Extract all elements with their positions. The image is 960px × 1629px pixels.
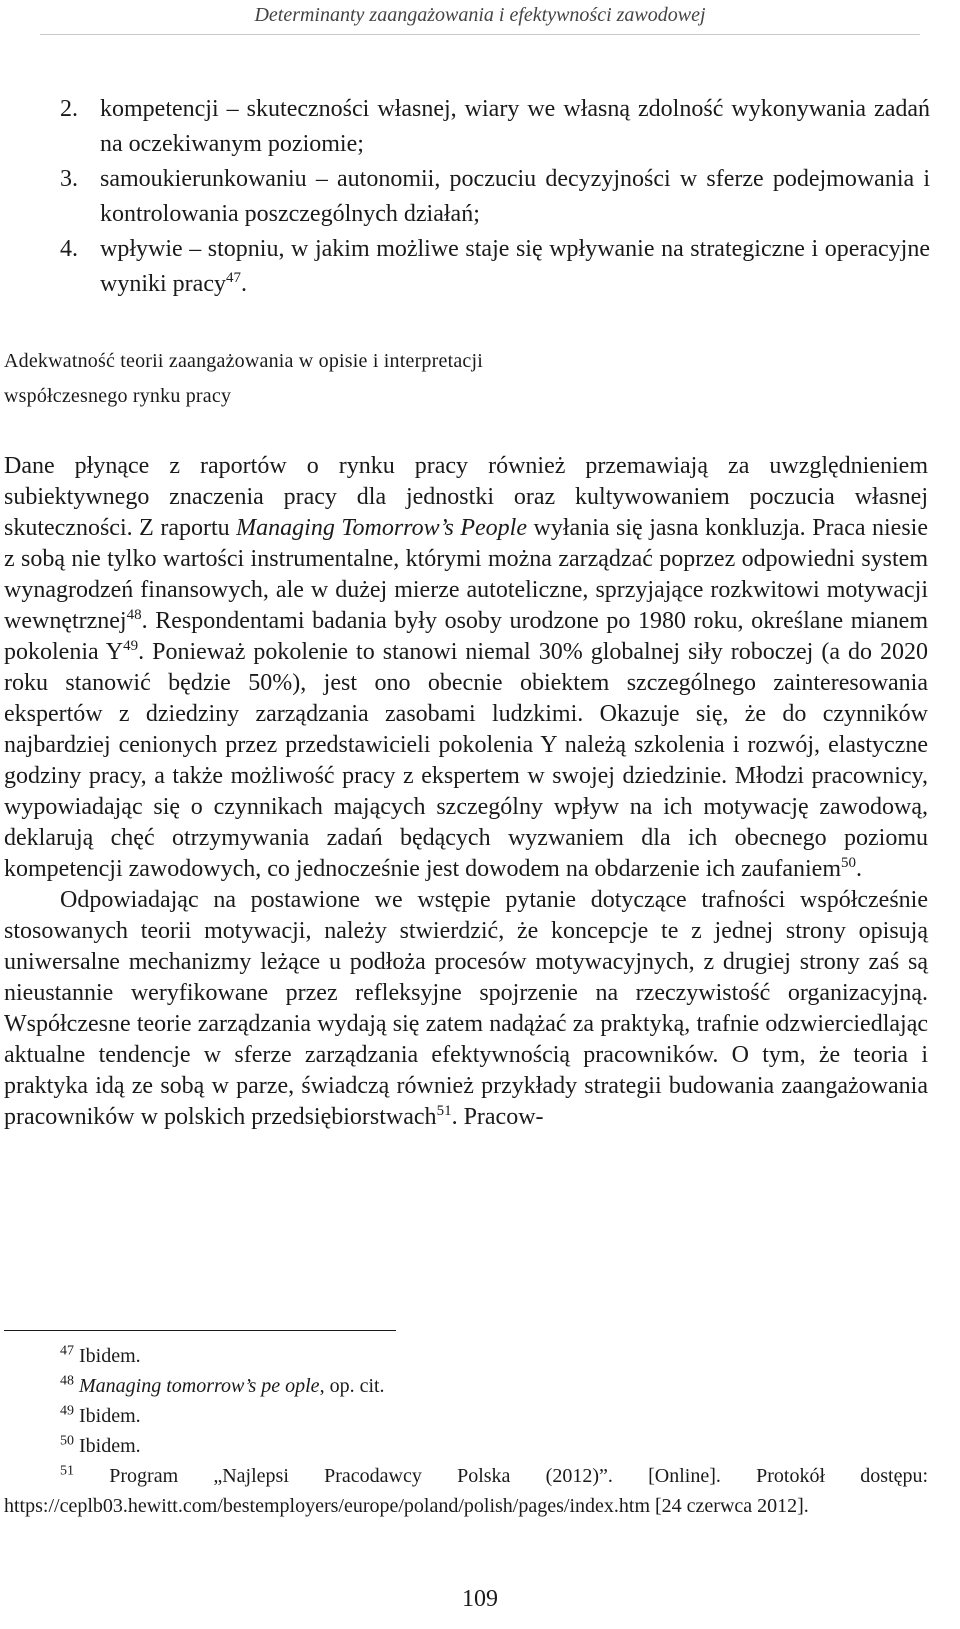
footnote-number: 51 [60, 1463, 74, 1479]
footnote-separator [4, 1330, 396, 1331]
footnote-ref[interactable]: 51 [436, 1103, 452, 1119]
paragraph-text: . Ponieważ pokolenie to stanowi niemal 30% globalnej siły roboczej (a do 2020 roku stanowić będzie 50%), jest ono obecnie obiektem szczególnego zainteresowania ekspertów z dziedziny zarządzania zasobami ludzkimi. Okazuje się, że do czynników najbardziej cenionych przez przedstawicieli pokolenia Y należą szkolenia i rozwój, elastyczne godziny pracy, a także możliwość pracy z ekspertem w swojej dziedzinie. Młodzi pracownicy, wypowiadając się o czynnikach mających szczególny wpływ na ich motywację zawodową, deklarują chęć otrzymywania zadań będących wyzwaniem dla ich obecnego poziomu kompetencji zawodowych, co jednocześnie jest dowodem na obdarzenie ich zaufaniem [4, 639, 928, 882]
footnote-ref[interactable]: 47 [225, 270, 241, 286]
footnote-text: Ibidem. [79, 1435, 141, 1457]
footnote [4, 1371, 928, 1401]
list-item [60, 92, 930, 162]
section-heading-line-2: współczesnego rynku pracy [4, 385, 232, 407]
footnote-number: 49 [60, 1403, 74, 1419]
numbered-list [60, 92, 930, 302]
footnote-text: Program „Najlepsi Pracodawcy Polska (2012)”. [Online]. Protokół dostępu: https://ceplb03.hewitt.com/bestemployers/europe/poland/polish/pages/index.htm [24 czerwca 2012]. [4, 1465, 929, 1517]
footnote-number: 48 [60, 1373, 74, 1389]
footnote-text: Ibidem. [79, 1345, 141, 1367]
paragraph-text: Dane płynące z raportów o rynku pracy również przemawiają za uwzględnieniem subiektywnego znaczenia pracy dla jednostki oraz kultywowaniem poczucia własnej skuteczności. Z raportu [4, 453, 928, 541]
section-heading-line-1: Adekwatność teorii zaangażowania w opisie i interpretacji [4, 350, 483, 372]
list-item-number: 2. [60, 96, 78, 122]
paragraph-text: Odpowiadając na postawione we wstępie pytanie dotyczące trafności współcześnie stosowanych teorii motywacji, należy stwierdzić, że koncepcje te z jednej strony opisują uniwersalne mechanizmy leżące u podłoża procesów motywacyjnych, z drugiej strony zaś są nieustannie weryfikowane przez refleksyjne spojrzenie na rzeczywistość organizacyjną. Współczesne teorie zarządzania wydają się zatem nadążać za praktyką, trafnie odzwierciedlając aktualne tendencje w sferze zarządzania efektywnością pracowników. O tym, że teoria i praktyka idą ze sobą w parze, świadczą również przykłady strategii budowania zaangażowania pracowników w polskich przedsiębiorstwach [4, 887, 928, 1130]
footnote-title: Managing tomorrow’s pe ople [79, 1375, 320, 1397]
list-item-text: kompetencji – skuteczności własnej, wiary we własną zdolność wykonywania zadań na oczekiwanym poziomie; [100, 96, 930, 157]
paragraph [4, 885, 928, 1133]
footnote-text: Ibidem. [79, 1405, 141, 1427]
footnote-text: , op. cit. [319, 1375, 385, 1397]
list-item-number: 3. [60, 166, 78, 192]
page-number: 109 [462, 1586, 498, 1612]
list-item-text: samoukierunkowaniu – autonomii, poczuciu decyzyjności w sferze podejmowania i kontrolowania poszczególnych działań; [100, 166, 930, 227]
running-header: Determinanty zaangażowania i efektywności zawodowej [254, 4, 706, 26]
list-item-number: 4. [60, 236, 78, 262]
paragraph [4, 451, 928, 885]
paragraph-text: wyłania się jasna konkluzja. Praca niesie z sobą nie tylko wartości instrumentalne, którymi można zarządzać poprzez odpowiedni system wynagrodzeń finansowych, ale w dużej mierze autoteliczne, sprzyjające rozkwitowi motywacji wewnętrznej [4, 515, 928, 634]
list-item-tail: . [240, 271, 247, 297]
footnotes [4, 1341, 928, 1521]
paragraph-text: . Respondentami badania były osoby urodzone po 1980 roku, określane mianem pokolenia Y [4, 608, 928, 665]
footnote [4, 1461, 928, 1521]
list-item [60, 232, 930, 302]
list-item [60, 162, 930, 232]
body-text [4, 451, 928, 1133]
footnote-ref[interactable]: 50 [841, 855, 856, 871]
paragraph-text: . Pracow- [451, 1104, 544, 1130]
paragraph-text: . [856, 856, 862, 882]
footnote-number: 47 [60, 1343, 74, 1359]
section-heading [4, 344, 904, 414]
footnote [4, 1431, 928, 1461]
footnote [4, 1341, 928, 1371]
footnote-number: 50 [60, 1433, 74, 1449]
header-rule [40, 34, 920, 35]
footnote-ref[interactable]: 49 [123, 638, 139, 654]
list-item-text: wpływie – stopniu, w jakim możliwe staje się wpływanie na strategiczne i operacyjne wyniki pracy [100, 236, 930, 297]
report-title: Managing Tomorrow’s People [236, 515, 528, 541]
footnote-ref[interactable]: 48 [126, 607, 142, 623]
footnote [4, 1401, 928, 1431]
